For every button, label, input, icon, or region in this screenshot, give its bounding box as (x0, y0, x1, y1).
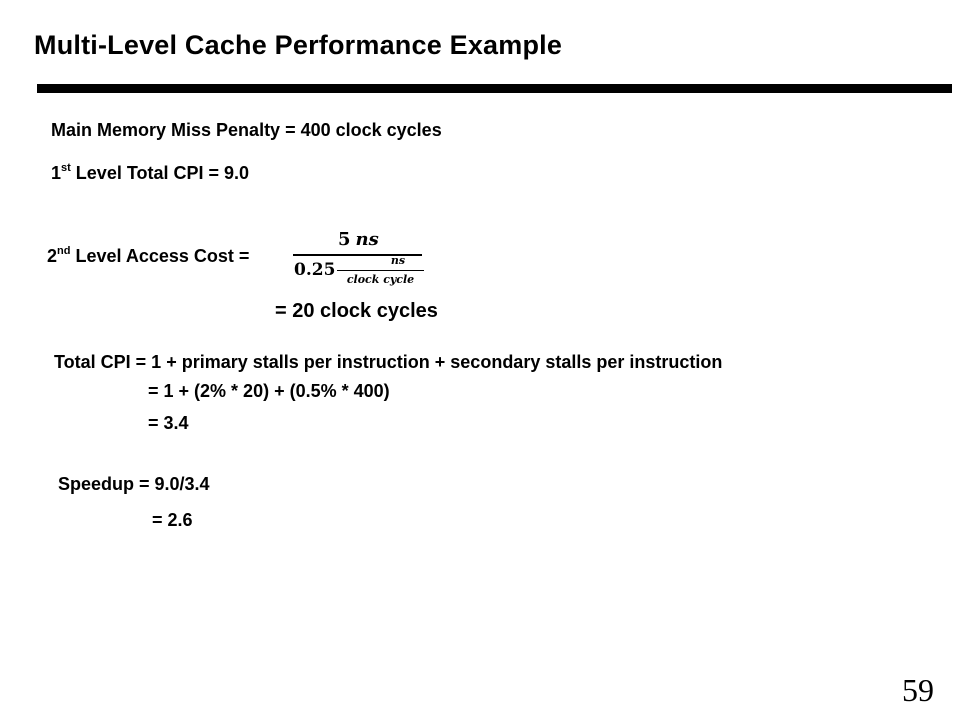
miss-penalty-line: Main Memory Miss Penalty = 400 clock cycles (51, 120, 442, 140)
speedup-line: Speedup = 9.0/3.4 (58, 474, 210, 494)
access-cost-text: Level Access Cost = (70, 246, 250, 266)
page-number: 59 (902, 672, 934, 708)
title-divider (37, 84, 952, 93)
l1-cpi-line (51, 163, 249, 184)
access-cost-ordinal: 2 (47, 246, 58, 266)
denominator-fraction-numerator: ns (390, 254, 406, 267)
denominator-value: 0.25 (294, 260, 336, 280)
denominator-fraction-denominator: clock cycle (346, 273, 415, 286)
total-cpi-result: = 3.4 (148, 413, 189, 433)
l1-cpi-text: Level Total CPI = 9.0 (70, 163, 250, 183)
fraction-numerator (338, 229, 379, 250)
page-title: Multi-Level Cache Performance Example (34, 30, 563, 60)
speedup-result: = 2.6 (152, 510, 193, 530)
numerator-value: 5 (338, 229, 351, 250)
total-cpi-line-2: = 1 + (2% * 20) + (0.5% * 400) (148, 381, 390, 401)
total-cpi-line-1: Total CPI = 1 + primary stalls per instruction + secondary stalls per instruction (54, 352, 723, 372)
access-cost-label (47, 246, 249, 267)
l1-cpi-ordinal: 1 (51, 163, 62, 183)
inner-fraction-bar (337, 270, 424, 271)
l1-cpi-ordinal-suffix: st (61, 162, 71, 174)
access-cost-ordinal-suffix: nd (57, 245, 71, 257)
numerator-unit: ns (355, 229, 379, 250)
access-cost-result: = 20 clock cycles (275, 300, 438, 322)
